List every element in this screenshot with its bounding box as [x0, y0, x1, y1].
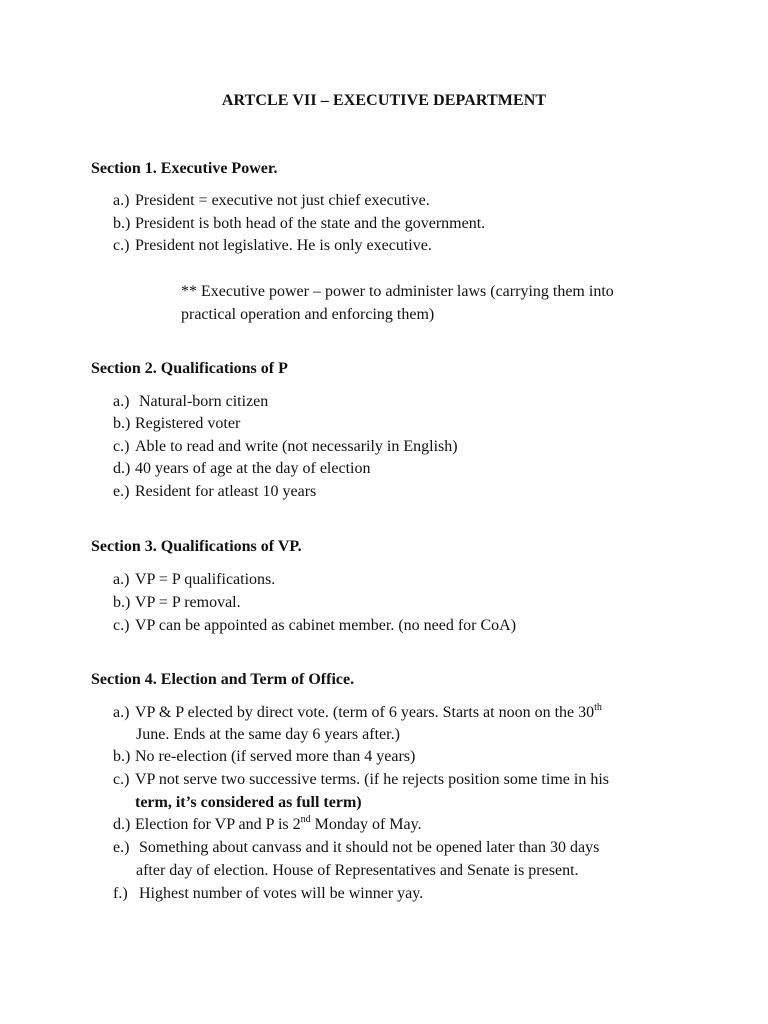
- section-4-item-c-continued: term, it’s considered as full term): [135, 794, 362, 811]
- list-marker: a.): [113, 704, 130, 721]
- list-item-text: President is both head of the state and the government.: [135, 215, 486, 232]
- section-4-item-c: [113, 771, 609, 789]
- section-4-heading: Section 4. Election and Term of Office.: [91, 671, 355, 688]
- section-4-item-a: [113, 701, 602, 722]
- section-1-heading: Section 1. Executive Power.: [91, 160, 278, 177]
- list-marker: b.): [113, 215, 131, 232]
- list-item-text: Election for VP and P is 2: [135, 816, 301, 833]
- list-item-text: No re-election (if served more than 4 years): [135, 748, 416, 765]
- section-2-item-b: [113, 415, 240, 433]
- list-item-text: Able to read and write (not necessarily in English): [135, 438, 458, 455]
- section-4-item-f: [113, 885, 423, 903]
- section-2-heading: Section 2. Qualifications of P: [91, 360, 288, 377]
- section-2-item-a: [113, 393, 268, 411]
- section-2-item-e: [113, 483, 316, 501]
- section-2-item-d: [113, 460, 370, 478]
- list-item-text: Something about canvass and it should not be opened later than 30 days: [135, 839, 600, 856]
- section-3-item-b: [113, 594, 241, 612]
- list-item-text: President not legislative. He is only executive.: [135, 237, 432, 254]
- list-marker: a.): [113, 192, 130, 209]
- list-marker: a.): [113, 393, 130, 410]
- list-item-text-after: Monday of May.: [310, 816, 422, 833]
- list-item-text: VP can be appointed as cabinet member. (no need for CoA): [135, 617, 517, 634]
- list-marker: d.): [113, 460, 131, 477]
- list-marker: b.): [113, 594, 131, 611]
- document-title: ARTCLE VII – EXECUTIVE DEPARTMENT: [221, 92, 547, 109]
- list-item-text: VP not serve two successive terms. (if he rejects position some time in his: [135, 771, 609, 788]
- list-marker: c.): [113, 438, 130, 455]
- section-4-item-d: [113, 813, 422, 834]
- list-marker: f.): [113, 885, 128, 902]
- section-1-item-a: [113, 192, 430, 210]
- list-item-text: Highest number of votes will be winner yay.: [135, 885, 424, 902]
- section-4-item-e: [113, 839, 599, 857]
- list-marker: d.): [113, 816, 131, 833]
- list-item-text: VP = P removal.: [135, 594, 241, 611]
- section-3-item-c: [113, 617, 516, 635]
- list-item-text: Natural-born citizen: [135, 393, 269, 410]
- section-1-item-c: [113, 237, 432, 255]
- list-marker: b.): [113, 415, 131, 432]
- list-marker: c.): [113, 771, 130, 788]
- list-item-text: VP & P elected by direct vote. (term of 6 years. Starts at noon on the 30: [135, 704, 595, 721]
- section-1-item-b: [113, 215, 485, 233]
- executive-power-note-line-1: ** Executive power – power to administer laws (carrying them into: [181, 283, 614, 300]
- list-marker: c.): [113, 617, 130, 634]
- section-3-heading: Section 3. Qualifications of VP.: [91, 538, 302, 555]
- section-4-item-e-continued: after day of election. House of Representatives and Senate is present.: [136, 862, 579, 879]
- section-4-item-a-continued: June. Ends at the same day 6 years after.): [136, 726, 400, 743]
- list-item-text: VP = P qualifications.: [135, 571, 276, 588]
- list-item-text: 40 years of age at the day of election: [135, 460, 371, 477]
- executive-power-note-line-2: practical operation and enforcing them): [181, 306, 435, 323]
- list-marker: a.): [113, 571, 130, 588]
- list-marker: e.): [113, 839, 130, 856]
- section-4-item-b: [113, 748, 415, 766]
- list-marker: c.): [113, 237, 130, 254]
- list-marker: e.): [113, 483, 130, 500]
- list-item-text: Resident for atleast 10 years: [135, 483, 317, 500]
- list-marker: b.): [113, 748, 131, 765]
- ordinal-suffix: th: [594, 701, 602, 713]
- section-2-item-c: [113, 438, 458, 456]
- ordinal-suffix: nd: [300, 813, 311, 825]
- list-item-text: Registered voter: [135, 415, 241, 432]
- section-3-item-a: [113, 571, 275, 589]
- list-item-text: President = executive not just chief executive.: [135, 192, 430, 209]
